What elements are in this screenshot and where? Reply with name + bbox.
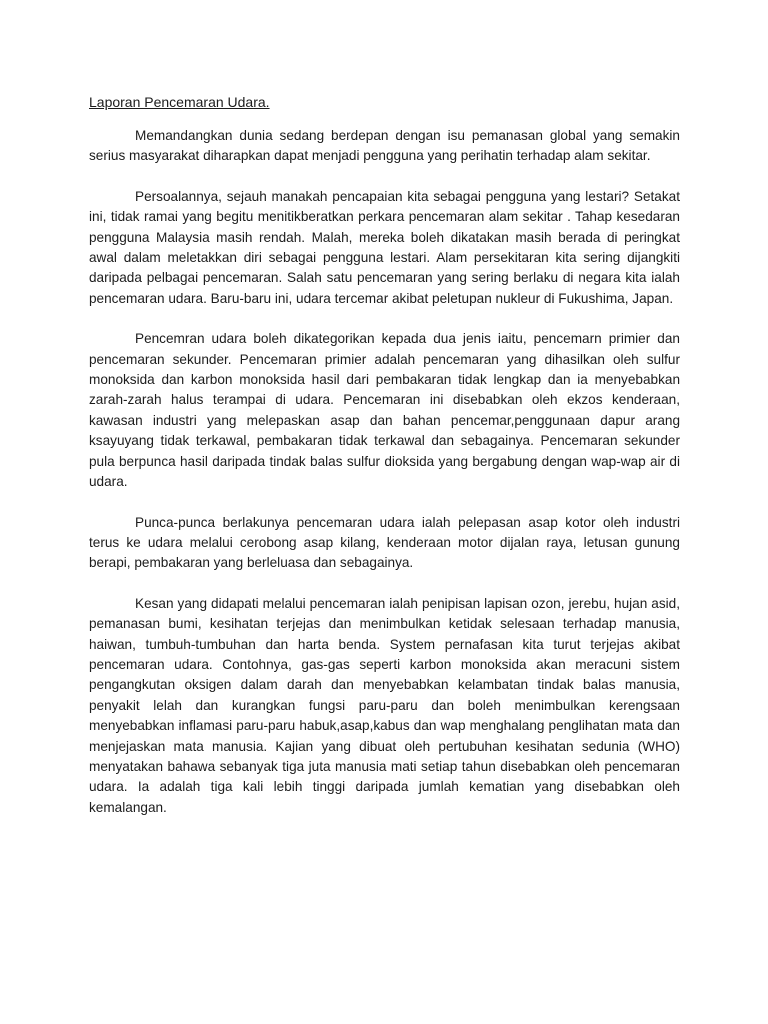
paragraph-2: Persoalannya, sejauh manakah pencapaian kita sebagai pengguna yang lestari? Setakat ini, tidak ramai yang begitu menitikberatkan perkara pencemaran alam sekitar . Tahap kesedaran pengguna Malaysia masih rendah. Malah, mereka boleh dikatakan masih berada di peringkat awal dalam meletakkan diri sebagai pengguna lestari. Alam persekitaran kita sering dijangkiti daripada pelbagai pencemaran. Salah satu pencemaran yang sering berlaku di negara kita ialah pencemaran udara. Baru-baru ini, udara tercemar akibat peletupan nukleur di Fukushima, Japan. — [89, 188, 680, 306]
paragraph-5: Kesan yang didapati melalui pencemaran ialah penipisan lapisan ozon, jerebu, hujan asid, pemanasan bumi, kesihatan terjejas dan menimbulkan ketidak selesaan terhadap manusia, haiwan, tumbuh-tumbuhan dan harta benda. System pernafasan kita turut terjejas akibat pencemaran udara. Contohnya, gas-gas seperti karbon monoksida akan meracuni sistem pengangkutan oksigen dalam darah dan menyebabkan kelambatan tindak balas manusia, penyakit lelah dan kurangkan fungsi paru-paru dan boleh menimbulkan kerengsaan menyebabkan inflamasi paru-paru habuk,asap,kabus dan wap menghalang penglihatan mata dan menjejaskan mata manusia. Kajian yang dibuat oleh pertubuhan kesihatan sedunia (WHO) menyatakan bahawa sebanyak tiga juta manusia mati setiap tahun disebabkan oleh pencemaran udara. Ia adalah tiga kali lebih tinggi daripada jumlah kematian yang disebabkan oleh kemalangan. — [89, 595, 680, 815]
paragraph-1: Memandangkan dunia sedang berdepan dengan isu pemanasan global yang semakin serius masyarakat diharapkan dapat menjadi pengguna yang perihatin terhadap alam sekitar. — [89, 128, 680, 164]
paragraph-3: Pencemran udara boleh dikategorikan kepada dua jenis iaitu, pencemarn primier dan pencemaran sekunder. Pencemaran primier adalah pencemaran yang dihasilkan oleh sulfur monoksida dan karbon monoksida hasil dari pembakaran tidak lengkap dan ia menyebabkan zarah-zarah halus terampai di udara. Pencemaran ini disebabkan oleh ekzos kenderaan, kawasan industri yang melepaskan asap dan bahan pencemar,penggunaan dapur arang ksayuyang tidak terkawal, pembakaran tidak terkawal dan sebagainya. Pencemaran sekunder pula berpunca hasil daripada tindak balas sulfur dioksida yang bergabung dengan wap-wap air di udara. — [89, 331, 680, 490]
document-title: Laporan Pencemaran Udara. — [89, 94, 270, 110]
paragraph-4: Punca-punca berlakunya pencemaran udara ialah pelepasan asap kotor oleh industri terus ke udara melalui cerobong asap kilang, kenderaan motor dijalan raya, letusan gunung berapi, pembakaran yang berleluasa dan sebagainya. — [89, 514, 680, 571]
